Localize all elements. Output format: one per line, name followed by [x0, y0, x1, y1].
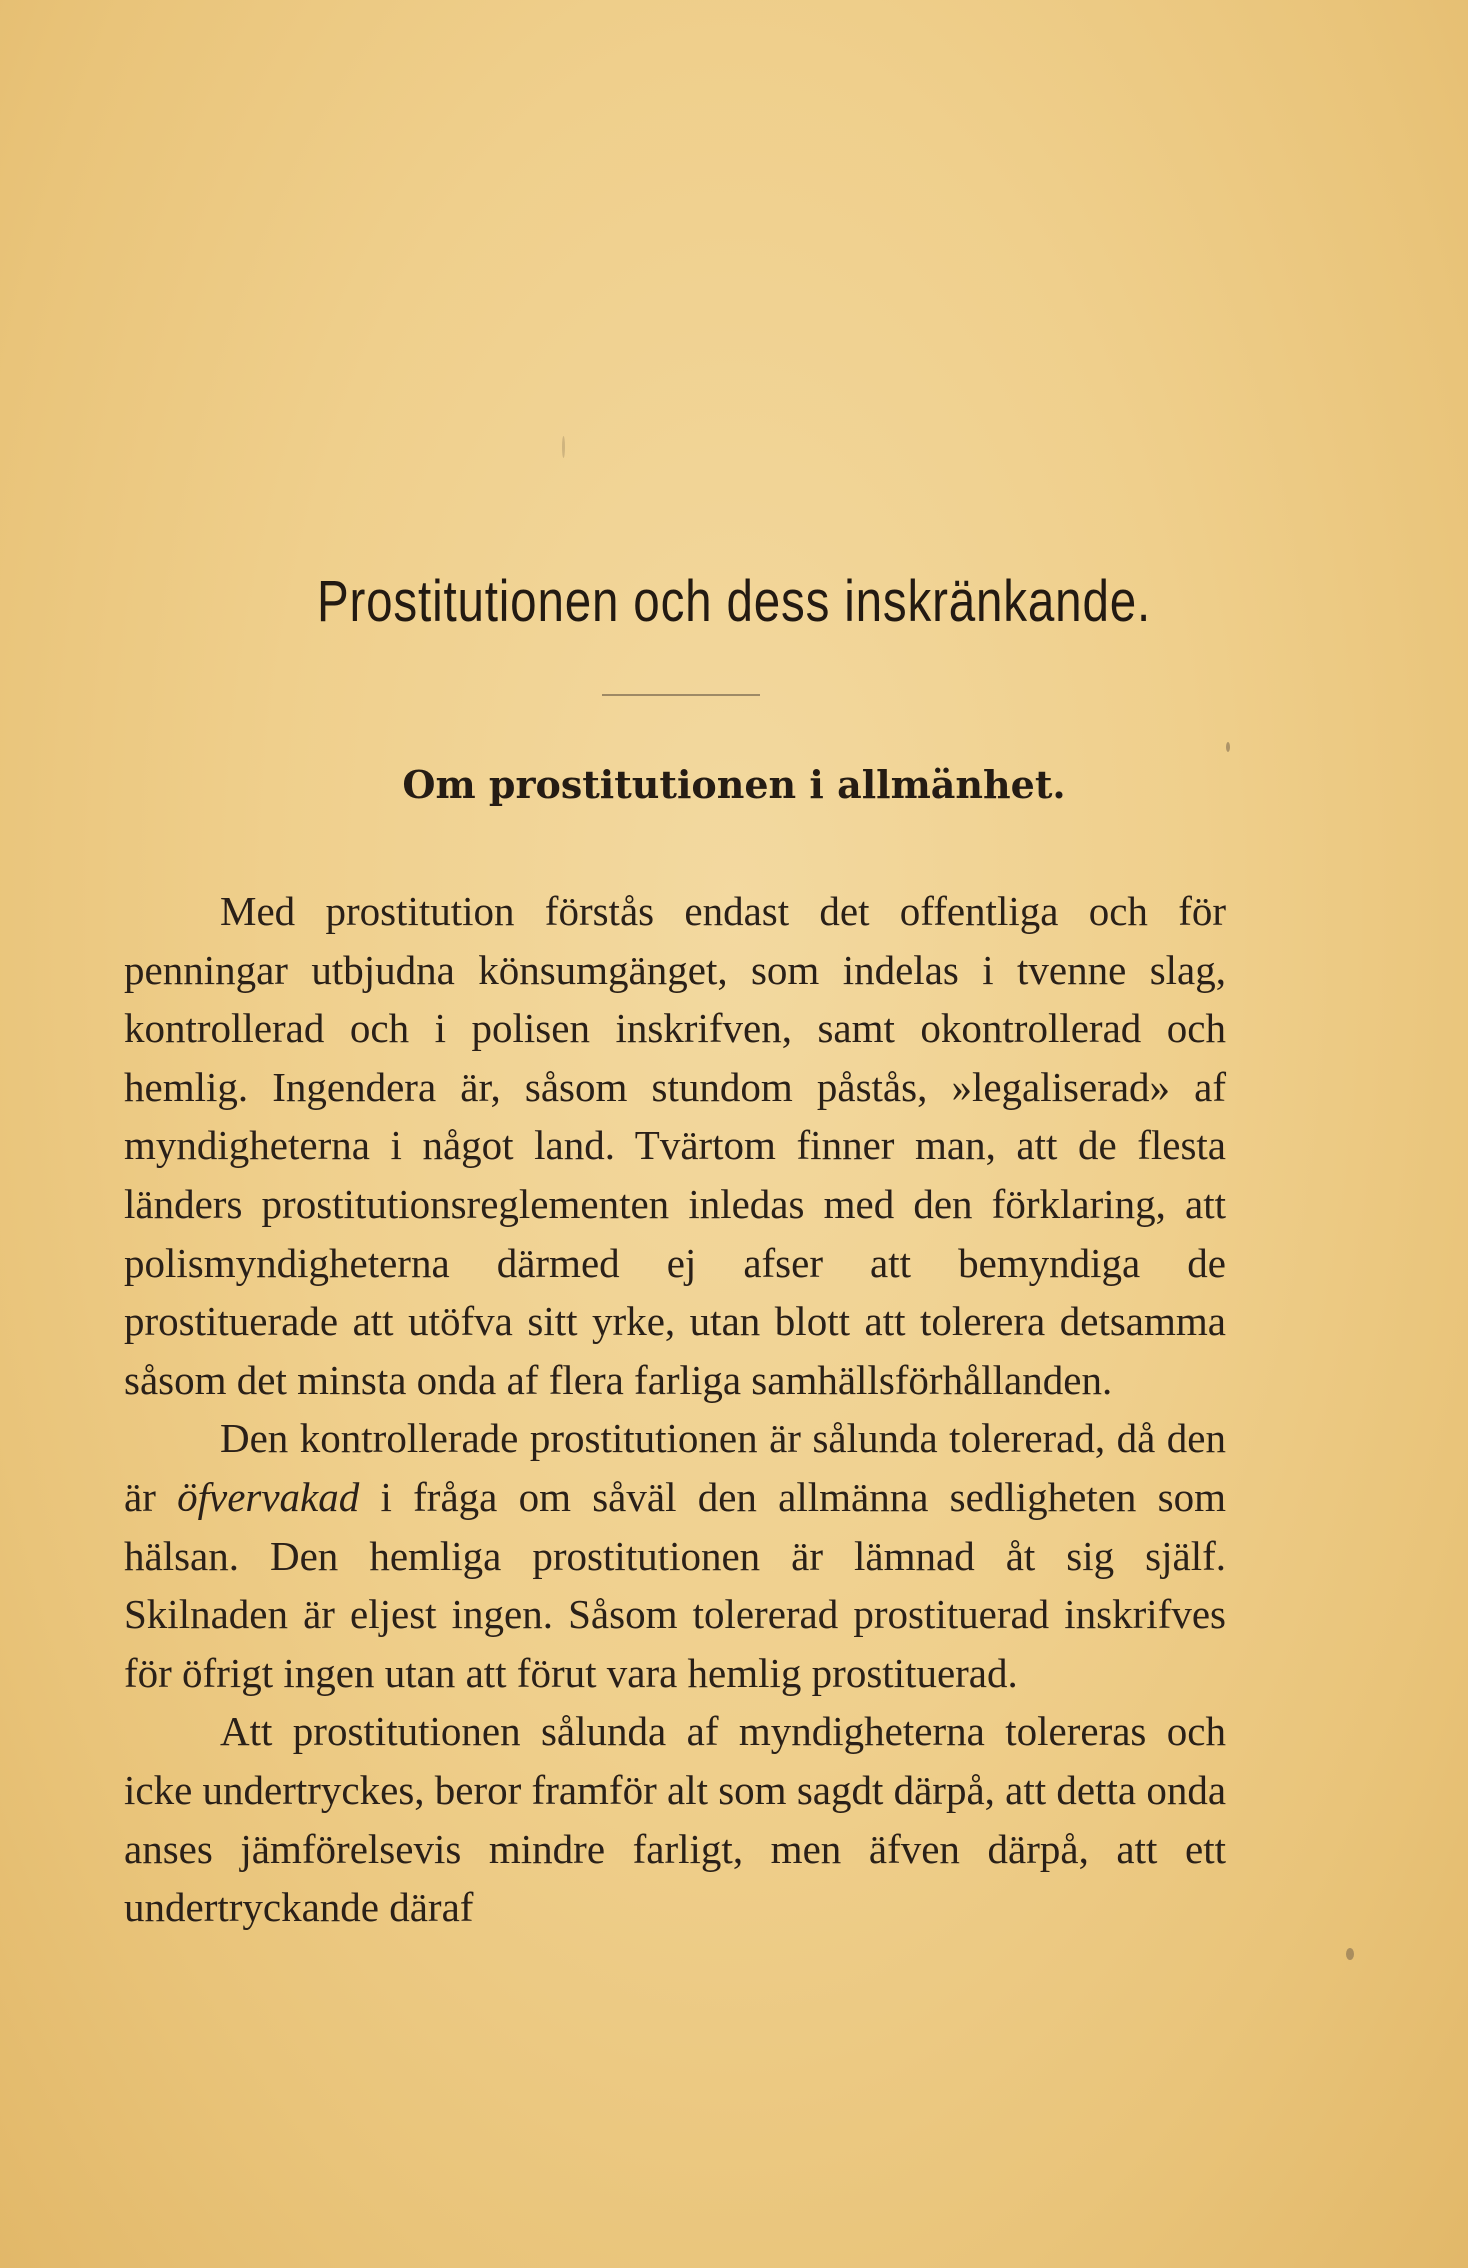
paper-speck	[562, 436, 565, 458]
paragraph-2-end: i fråga om såväl den allmänna sedligheten som hälsan. Den hemliga prostitutionen är lämnad åt sig själf. Skilnaden är eljest ingen. Såsom tolererad prostituerad inskrifves för öfrigt ingen utan att förut vara hemlig prostituerad.	[124, 1473, 1226, 1696]
paragraph-1: Med prostitution förstås endast det offentliga och för penningar utbjudna könsumgänget, som indelas i tvenne slag, kontrollerad och i polisen inskrifven, samt okontrollerad och hemlig. Ingendera är, såsom stundom påstås, »legaliserad» af myndigheterna i något land. Tvärtom finner man, att de flesta länders prostitutionsreglementen inledas med den förklaring, att polismyndigheterna därmed ej afser att bemyndiga de prostituerade att utöfva sitt yrke, utan blott att tolerera detsamma såsom det minsta onda af flera farliga samhällsförhållanden.	[124, 888, 1226, 1403]
paragraph-3: Att prostitutionen sålunda af myndigheterna tolereras och icke undertryckes, beror framför alt som sagdt därpå, att detta onda anses jämförelsevis mindre farligt, men äfven därpå, att ett undertryckande däraf	[124, 1708, 1227, 1931]
page-title: Prostitutionen och dess inskränkande.	[316, 569, 1152, 634]
body-text	[124, 882, 1226, 1937]
paper-speck	[1346, 1948, 1354, 1960]
paragraph-2-emphasis: öfvervakad	[177, 1473, 360, 1520]
paragraph-2-start: Den kontrollerade prostitutionen är sålunda tolererad, då den är	[124, 1415, 1226, 1520]
title-divider	[602, 694, 760, 696]
paper-speck	[1226, 742, 1230, 752]
section-heading: Om prostitutionen i allmänhet.	[402, 762, 1066, 807]
paragraph-2	[124, 1409, 1226, 1702]
